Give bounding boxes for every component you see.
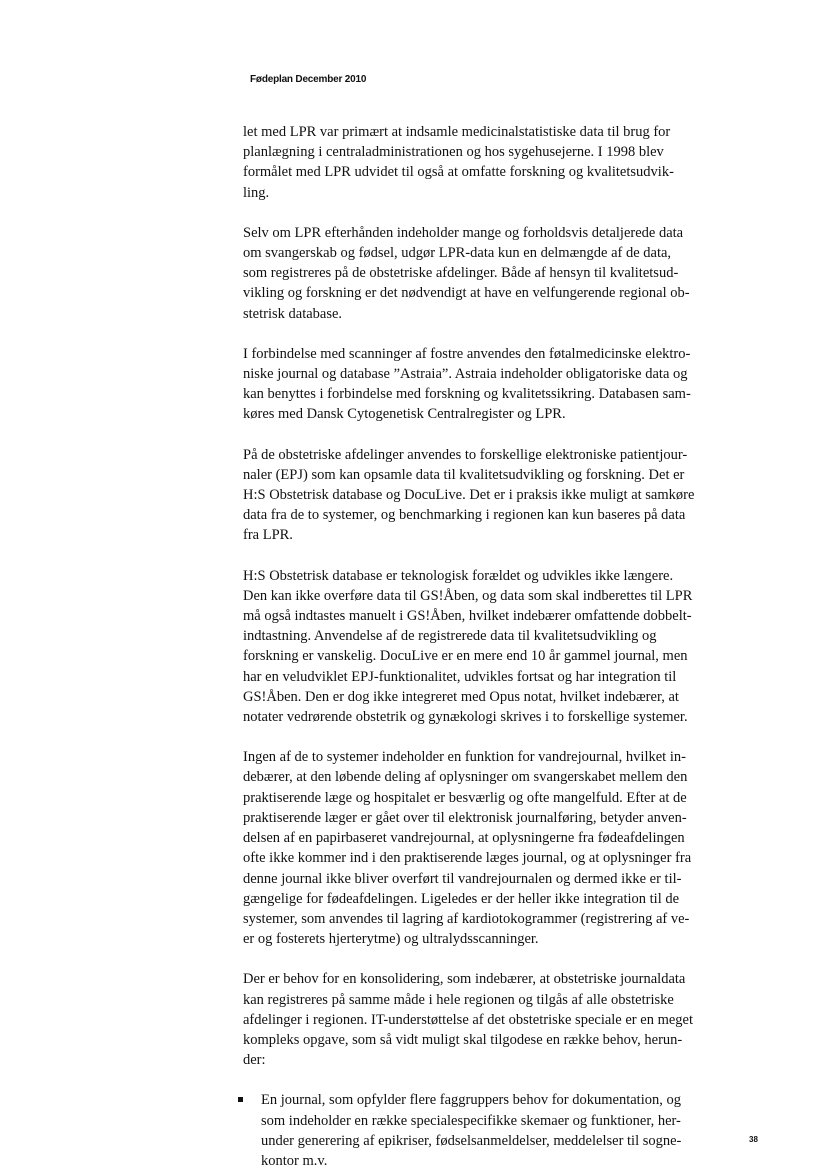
text-line: indtastning. Anvendelse af de registrerede data til kvalitetsudvikling og (243, 628, 657, 645)
bullet-item (243, 1090, 698, 1171)
text-line: praktiserende læge og hospitalet er besværlig og ofte mangelfuld. Efter at de (243, 789, 687, 806)
text-line: der: (243, 1052, 266, 1069)
text-line: notater vedrørende obstetrik og gynækologi skrives i to forskellige systemer. (243, 709, 688, 726)
bullet-square-icon (238, 1097, 243, 1102)
text-line: H:S Obstetrisk database er teknologisk forældet og udvikles ikke længere. (243, 567, 674, 584)
text-line: planlægning i centraladministrationen og hos sygehusejerne. I 1998 blev (243, 144, 664, 161)
body-text (243, 122, 698, 1171)
text-line: naler (EPJ) som kan opsamle data til kvalitetsudvikling og forskning. Det er (243, 466, 685, 483)
text-line: kan benyttes i forbindelse med forskning og kvalitetssikring. Databasen sam- (243, 386, 691, 403)
text-line: ling. (243, 184, 270, 201)
text-line: vikling og forskning er det nødvendigt at have en velfungerende regional ob- (243, 285, 690, 302)
text-line: kan registreres på samme måde i hele regionen og tilgås af alle obstetriske (243, 991, 674, 1008)
paragraph (243, 747, 698, 949)
paragraph (243, 445, 698, 546)
bullet-list (243, 1090, 698, 1171)
text-line: En journal, som opfylder flere faggruppers behov for dokumentation, og (261, 1092, 681, 1109)
text-line: Selv om LPR efterhånden indeholder mange og forholdsvis detaljerede data (243, 224, 684, 241)
text-line: er og fosterets hjerterytme) og ultralydsscanninger. (243, 931, 539, 948)
text-line: På de obstetriske afdelinger anvendes to forskellige elektroniske patientjour- (243, 446, 688, 463)
text-line: har en veludviklet EPJ-funktionalitet, udvikles fortsat og har integration til (243, 668, 677, 685)
paragraph (243, 344, 698, 425)
paragraph (243, 122, 698, 203)
page-number: 38 (749, 1135, 758, 1144)
text-line: delsen af en papirbaseret vandrejournal, at oplysningerne fra fødeafdelingen (243, 830, 685, 847)
text-line: denne journal ikke bliver overført til vandrejournalen og dermed ikke er til- (243, 870, 682, 887)
text-line: formålet med LPR udvidet til også at omfatte forskning og kvalitetsudvik- (243, 164, 674, 181)
text-line: Ingen af de to systemer indeholder en funktion for vandrejournal, hvilket in- (243, 749, 686, 766)
text-line: om svangerskab og fødsel, udgør LPR-data kun en delmængde af de data, (243, 245, 672, 262)
text-line: ofte ikke kommer ind i den praktiserende læges journal, og at oplysninger fra (243, 850, 692, 867)
text-line: Den kan ikke overføre data til GS!Åben, og data som skal indberettes til LPR (243, 587, 693, 604)
text-line: som indeholder en række specialespecifikke skemaer og funktioner, her- (261, 1112, 681, 1129)
text-line: debærer, at den løbende deling af oplysninger om svangerskabet mellem den (243, 769, 688, 786)
text-line: data fra de to systemer, og benchmarking i regionen kan kun baseres på data (243, 507, 686, 524)
text-line: Der er behov for en konsolidering, som indebærer, at obstetriske journaldata (243, 971, 686, 988)
paragraph (243, 566, 698, 728)
text-line: GS!Åben. Den er dog ikke integreret med Opus notat, hvilket indebærer, at (243, 688, 679, 705)
text-line: niske journal og database ”Astraia”. Astraia indeholder obligatoriske data og (243, 366, 688, 383)
text-line: praktiserende læger er gået over til elektronisk journalføring, betyder anven- (243, 809, 687, 826)
text-line: systemer, som anvendes til lagring af kardiotokogrammer (registrering af ve- (243, 910, 690, 927)
text-line: afdelinger i regionen. IT-understøttelse af det obstetriske speciale er en meget (243, 1011, 693, 1028)
text-line: som registreres på de obstetriske afdelinger. Både af hensyn til kvalitetsud- (243, 265, 679, 282)
text-line: køres med Dansk Cytogenetisk Centralregister og LPR. (243, 406, 566, 423)
text-line: let med LPR var primært at indsamle medicinalstatistiske data til brug for (243, 124, 671, 140)
text-line: H:S Obstetrisk database og DocuLive. Det er i praksis ikke muligt at samkøre (243, 487, 695, 504)
text-line: må også indtastes manuelt i GS!Åben, hvilket indebærer omfattende dobbelt- (243, 608, 692, 625)
text-line: kompleks opgave, som så vidt muligt skal tilgodese en række behov, herun- (243, 1031, 683, 1048)
paragraph (243, 223, 698, 324)
text-line: kontor m.v. (261, 1152, 328, 1169)
text-line: fra LPR. (243, 527, 293, 544)
text-line: I forbindelse med scanninger af fostre anvendes den føtalmedicinske elektro- (243, 345, 691, 362)
paragraphs (243, 122, 698, 1070)
paragraph (243, 969, 698, 1070)
text-line: gængelige for fødeafdelingen. Ligeledes er der heller ikke integration til de (243, 890, 680, 907)
text-line: forskning er vanskelig. DocuLive er en mere end 10 år gammel journal, men (243, 648, 688, 665)
text-line: under generering af epikriser, fødselsanmeldelser, meddelelser til sogne- (261, 1132, 682, 1149)
text-line: stetrisk database. (243, 305, 343, 322)
page-header: Fødeplan December 2010 (250, 74, 367, 85)
